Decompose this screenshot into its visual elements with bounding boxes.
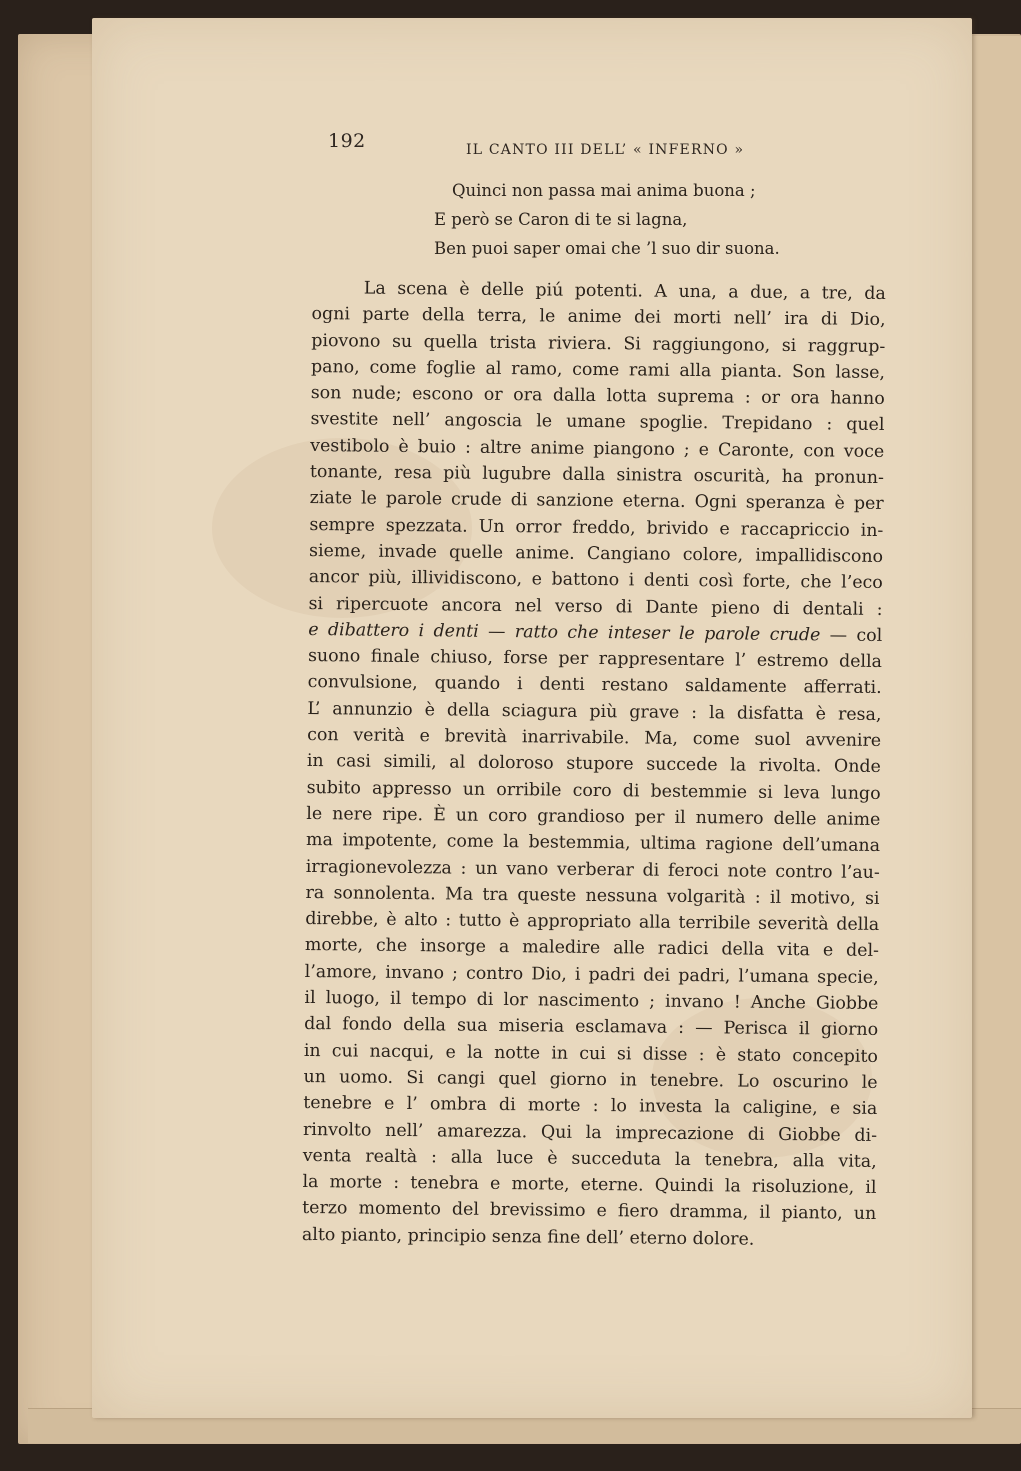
text-line: alto pianto, principio senza fine dell’ eterno dolore.: [301, 1224, 755, 1250]
text-line: direbbe, è alto : tutto è appropriato alla terribile severità della: [305, 909, 880, 936]
text-line: si ripercuote ancora nel verso di Dante pieno di dentali :: [308, 593, 883, 620]
dash: —: [478, 621, 515, 643]
text-line: la morte : tenebra e morte, eterne. Quindi la risoluzione, il: [302, 1172, 877, 1199]
text-line: le nere ripe. È un coro grandioso per il numero delle anime: [306, 803, 881, 830]
running-head: IL CANTO III DELL’ « INFERNO »: [466, 142, 745, 158]
text-line: tenebre e l’ ombra di morte : lo investa la caligine, e sia: [303, 1093, 878, 1120]
text-line: rinvolto nell’ amarezza. Qui la imprecazione di Giobbe di-: [302, 1119, 878, 1146]
text-line: morte, che insorge a maledire alle radici della vita e del-: [304, 935, 880, 962]
verse-line: Quinci non passa mai anima buona ;: [452, 181, 756, 200]
text-line: son nude; escono or ora dalla lotta suprema : or ora hanno: [310, 383, 885, 410]
text-line: il luogo, il tempo di lor nascimento ; invano ! Anche Giobbe: [304, 987, 879, 1014]
italic-quote: ratto che inteser le parole crude: [514, 622, 821, 646]
text-line: tonante, resa più lugubre dalla sinistra oscurità, ha pronun-: [309, 462, 885, 489]
text-line: l’amore, invano ; contro Dio, i padri dei padri, l’umana specie,: [304, 961, 879, 988]
text-line: L’ annunzio è della sciagura più grave : la disfatta è resa,: [307, 698, 882, 725]
text-line: convulsione, quando i denti restano saldamente afferrati.: [307, 672, 882, 699]
text-line: in casi simili, al doloroso stupore succede la rivolta. Onde: [306, 751, 881, 778]
verse-line: Ben puoi saper omai che ’l suo dir suona.: [434, 239, 780, 258]
text-line: terzo momento del brevissimo e fiero dramma, il pianto, un: [302, 1198, 877, 1225]
text-line: ogni parte della terra, le anime dei morti nell’ ira di Dio,: [311, 304, 886, 331]
text-line: subito appresso un orribile coro di bestemmie si leva lungo: [306, 777, 881, 804]
page-number: 192: [328, 130, 366, 152]
italic-quote: e dibattero i denti: [308, 619, 479, 642]
body-paragraph: [302, 275, 886, 1254]
text-line: ancor più, illividiscono, e battono i denti così forte, che l’eco: [308, 567, 883, 594]
text-line: sieme, invade quelle anime. Cangiano colore, impallidiscono: [309, 540, 884, 567]
text-line: ma impotente, come la bestemmia, ultima ragione dell’umana: [305, 830, 881, 857]
text-line: un uomo. Si cangi quel giorno in tenebre. Lo oscurino le: [303, 1066, 878, 1093]
text-line: sempre spezzata. Un orror freddo, brivido e raccapriccio in-: [309, 514, 884, 541]
text-line: piovono su quella trista riviera. Si raggiungono, si raggrup-: [311, 330, 886, 357]
text-line: svestite nell’ angoscia le umane spoglie. Trepidano : quel: [310, 409, 885, 436]
verse-line: E però se Caron di te si lagna,: [434, 210, 688, 229]
text-line: suono finale chiuso, forse per rappresentare l’ estremo della: [307, 646, 883, 673]
text-line: dal fondo della sua miseria esclamava : — Perisca il giorno: [304, 1014, 879, 1041]
next-page-edge: [965, 36, 1021, 1416]
text-line: venta realtà : alla luce è succeduta la tenebra, alla vita,: [302, 1145, 877, 1172]
text-line: ziate le parole crude di sanzione eterna. Ogni speranza è per: [309, 488, 884, 515]
text-line: con verità e brevità inarrivabile. Ma, come suol avvenire: [307, 725, 882, 752]
verse-quotation: [432, 176, 780, 263]
text-line: pano, come foglie al ramo, come rami alla pianta. Son lasse,: [310, 356, 886, 383]
dash: — col: [820, 625, 883, 646]
text-line: ra sonnolenta. Ma tra queste nessuna volgarità : il motivo, si: [305, 882, 880, 909]
text-line: vestibolo è buio : altre anime piangono ; e Caronte, con voce: [310, 435, 885, 462]
text-line: in cui nacqui, e la notte in cui si disse : è stato concepito: [303, 1040, 878, 1067]
text-line: irragionevolezza : un vano verberar di feroci note contro l’au-: [305, 856, 880, 883]
text-line: La scena è delle piú potenti. A una, a due, a tre, da: [363, 278, 886, 305]
